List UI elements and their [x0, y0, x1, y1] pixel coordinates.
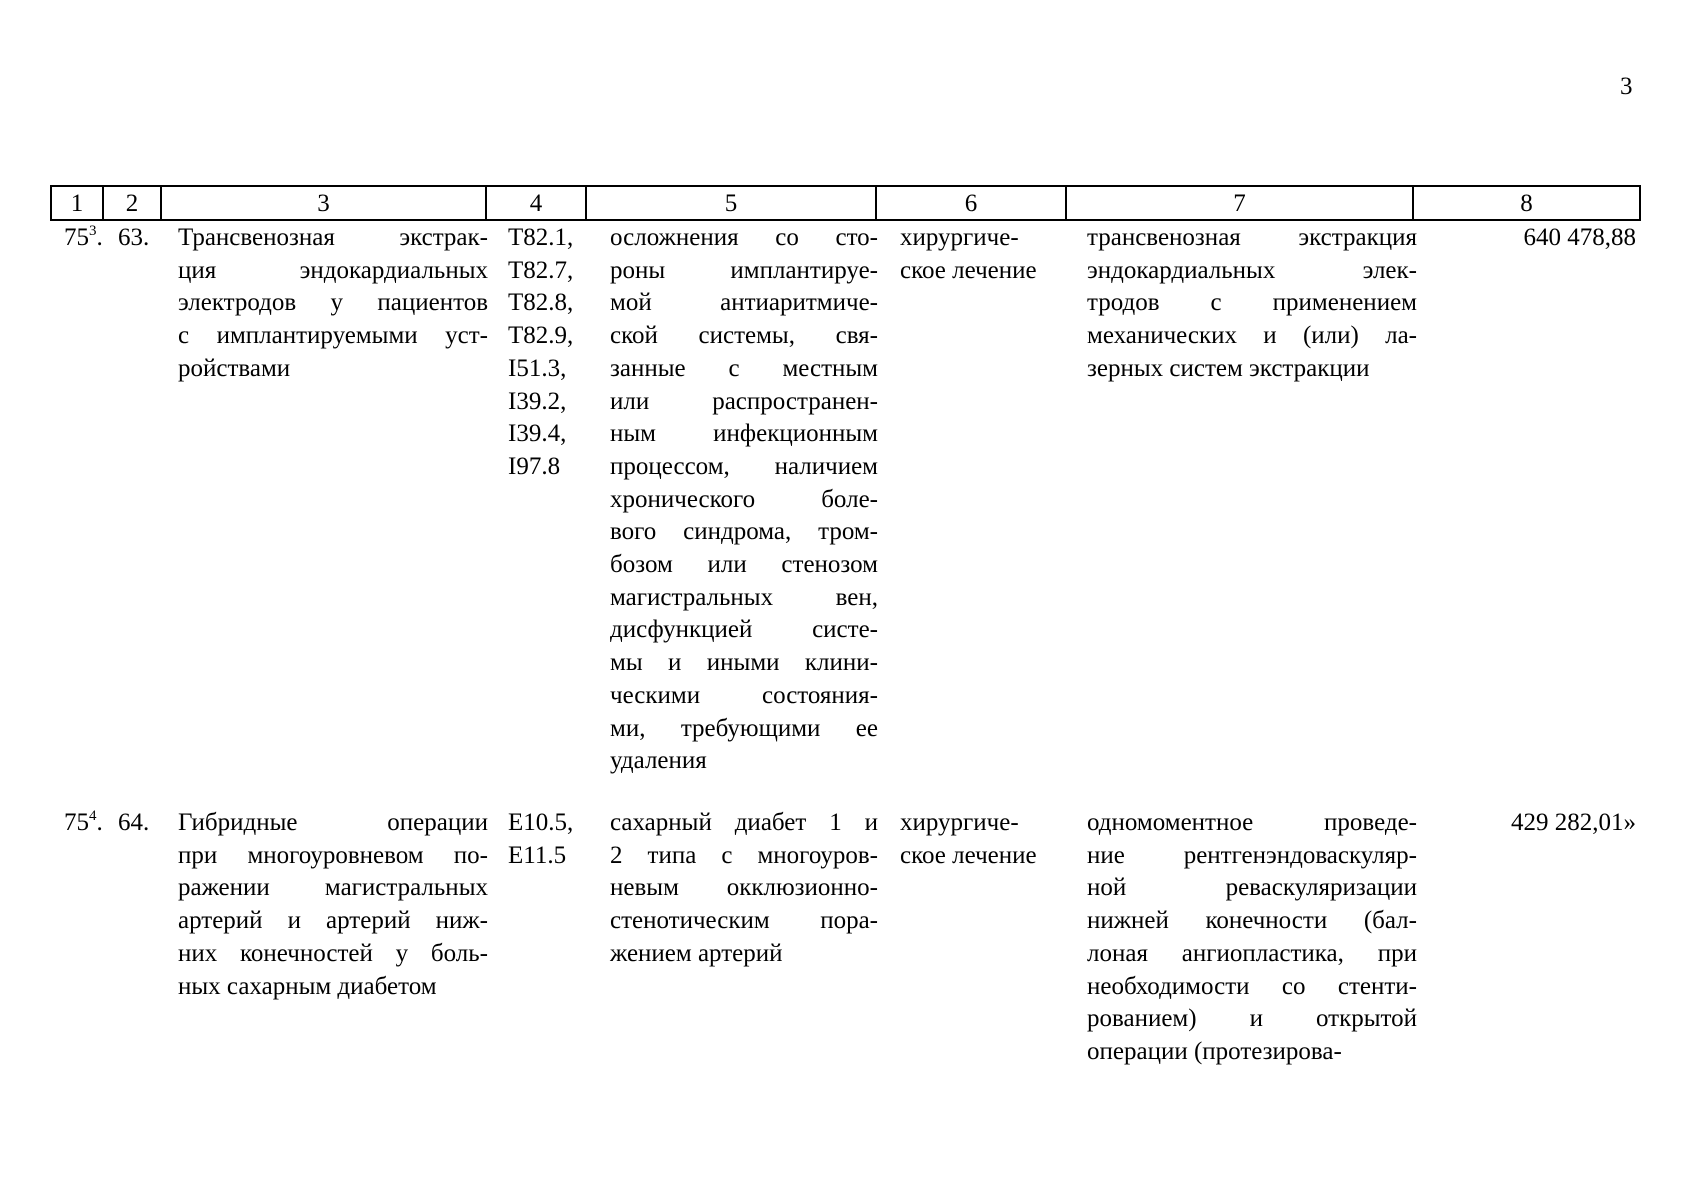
- vmp-name-line: ция эндокардиальных: [178, 256, 488, 284]
- patient-model: [610, 807, 878, 971]
- patient-model-line: хронического боле-: [610, 485, 878, 513]
- treatment-type-line: ское лечение: [900, 841, 1037, 869]
- vmp-name-line: электродов у пациентов: [178, 289, 488, 317]
- treatment-method-line: ние рентгенэндоваскуляр-: [1087, 841, 1417, 869]
- patient-model-line: осложнения со сто-: [610, 224, 878, 251]
- row-number-dot: .: [96, 809, 103, 836]
- patient-model-line: невым окклюзионно-: [610, 874, 878, 902]
- icd-codes-line: I39.4,: [508, 420, 567, 448]
- vmp-name-line: них конечностей у боль-: [178, 939, 488, 967]
- row-number-value: 75: [64, 809, 89, 836]
- treatment-type-line: хирургиче-: [900, 809, 1019, 836]
- header-col-5: 5: [587, 187, 877, 219]
- vmp-name-line: при многоуровневом по-: [178, 841, 488, 869]
- treatment-method-line: эндокардиальных элек-: [1087, 256, 1417, 284]
- icd-codes: [508, 222, 598, 484]
- treatment-method-line: нижней конечности (бал-: [1087, 907, 1417, 935]
- treatment-method: [1087, 807, 1417, 1069]
- treatment-method-line: одномоментное проведе-: [1087, 809, 1417, 836]
- treatment-method-line: операции (протезирова-: [1087, 1037, 1342, 1065]
- patient-model-line: или распространен-: [610, 387, 878, 415]
- vmp-name-line: Гибридные операции: [178, 809, 488, 836]
- row-number: [64, 222, 116, 255]
- vmp-name: [178, 807, 488, 1003]
- row-number-superscript: 4: [89, 808, 97, 824]
- cost-value: 640 478,88: [1523, 224, 1636, 251]
- treatment-method: [1087, 222, 1417, 386]
- patient-model-line: мы и иными клини-: [610, 649, 878, 677]
- patient-model-line: сахарный диабет 1 и: [610, 809, 878, 836]
- treatment-method-line: тродов с применением: [1087, 289, 1417, 317]
- icd-codes-line: T82.8,: [508, 289, 574, 317]
- patient-model-line: ческими состояния-: [610, 681, 878, 709]
- group-number: 63.: [118, 224, 150, 251]
- vmp-name-line: ройствами: [178, 354, 291, 382]
- treatment-type-line: ское лечение: [900, 256, 1037, 284]
- patient-model-line: бозом или стенозом: [610, 551, 878, 579]
- treatment-method-line: ной реваскуляризации: [1087, 874, 1417, 902]
- treatment-type: [900, 807, 1080, 872]
- icd-codes-line: I97.8: [508, 452, 561, 480]
- icd-codes-line: E11.5: [508, 841, 567, 869]
- patient-model-line: 2 типа с многоуров-: [610, 841, 878, 869]
- header-col-1: 1: [52, 187, 104, 219]
- header-col-6: 6: [877, 187, 1067, 219]
- icd-codes-line: T82.9,: [508, 322, 574, 350]
- treatment-method-line: трансвенозная экстракция: [1087, 224, 1417, 251]
- patient-model-line: стенотическим пора-: [610, 907, 878, 935]
- icd-codes-line: I39.2,: [508, 387, 567, 415]
- header-col-4: 4: [487, 187, 587, 219]
- row-number-dot: .: [96, 224, 103, 251]
- patient-model-line: вого синдрома, тром-: [610, 518, 878, 546]
- patient-model-line: мой антиаритмиче-: [610, 289, 878, 317]
- treatment-method-line: зерных систем экстракции: [1087, 354, 1370, 382]
- treatment-type: [900, 222, 1080, 287]
- vmp-name-line: Трансвенозная экстрак-: [178, 224, 488, 251]
- row-number-superscript: 3: [89, 223, 97, 239]
- icd-codes-line: E10.5,: [508, 809, 574, 836]
- patient-model-line: жением артерий: [610, 939, 783, 967]
- patient-model-line: процессом, наличием: [610, 452, 878, 480]
- vmp-name-line: с имплантируемыми уст-: [178, 322, 488, 350]
- patient-model-line: ми, требующими ее: [610, 714, 878, 742]
- treatment-type-line: хирургиче-: [900, 224, 1019, 251]
- icd-codes: [508, 807, 598, 872]
- patient-model-line: ской системы, свя-: [610, 322, 878, 350]
- patient-model-line: роны имплантируе-: [610, 256, 878, 284]
- row-number-value: 75: [64, 224, 89, 251]
- icd-codes-line: T82.1,: [508, 224, 574, 251]
- row-number: [64, 807, 116, 840]
- icd-codes-line: I51.3,: [508, 354, 567, 382]
- treatment-method-line: рованием) и открытой: [1087, 1005, 1417, 1033]
- patient-model-line: дисфункцией систе-: [610, 616, 878, 644]
- header-col-3: 3: [162, 187, 487, 219]
- header-col-7: 7: [1067, 187, 1414, 219]
- vmp-name-line: ных сахарным диабетом: [178, 972, 437, 1000]
- icd-codes-line: T82.7,: [508, 256, 574, 284]
- treatment-method-line: необходимости со стенти-: [1087, 972, 1417, 1000]
- treatment-method-line: механических и (или) ла-: [1087, 322, 1417, 350]
- vmp-name-line: артерий и артерий ниж-: [178, 907, 488, 935]
- group-number: 64.: [118, 809, 150, 836]
- vmp-name-line: ражении магистральных: [178, 874, 488, 902]
- header-col-2: 2: [104, 187, 162, 219]
- patient-model-line: удаления: [610, 747, 707, 775]
- header-col-8: 8: [1520, 190, 1533, 217]
- page-number: 3: [1620, 73, 1633, 100]
- patient-model: [610, 222, 878, 778]
- patient-model-line: ным инфекционным: [610, 420, 878, 448]
- vmp-name: [178, 222, 488, 386]
- table-header-row: [50, 185, 1641, 221]
- patient-model-line: занные с местным: [610, 354, 878, 382]
- patient-model-line: магистральных вен,: [610, 583, 878, 611]
- cost-value: 429 282,01»: [1511, 809, 1636, 836]
- treatment-method-line: лоная ангиопластика, при: [1087, 939, 1417, 967]
